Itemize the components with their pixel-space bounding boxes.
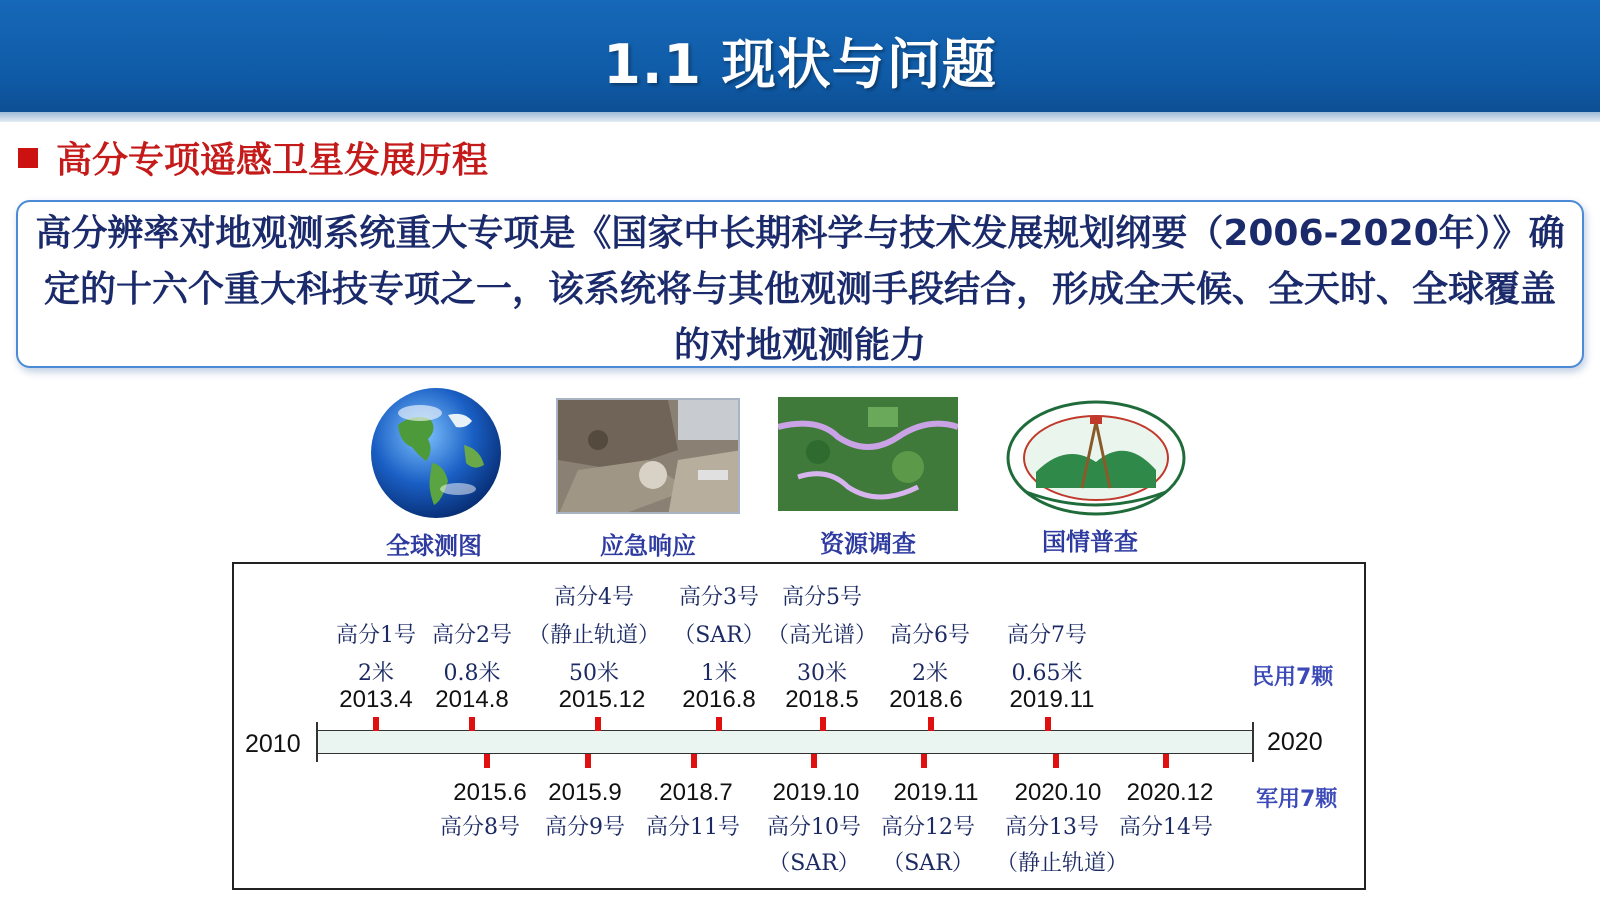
military-sat-name: 高分14号: [1119, 815, 1213, 840]
timeline-bar: [316, 730, 1254, 754]
section-heading-text: 高分专项遥感卫星发展历程: [56, 140, 489, 181]
civil-sat-date: 2019.11: [1009, 686, 1095, 713]
military-sat-date: 2020.12: [1126, 779, 1214, 806]
civil-sat-res: 0.65米: [1011, 661, 1083, 686]
civil-tick: [373, 717, 379, 731]
civil-sat-res: 2米: [912, 661, 948, 686]
civil-tick: [469, 717, 475, 731]
civil-sat-name: 高分2号: [432, 623, 512, 648]
military-tick: [921, 754, 927, 768]
military-sat-name: 高分11号: [646, 815, 740, 840]
satellite-image: [778, 397, 958, 511]
military-tick: [1053, 754, 1059, 768]
civil-sat-res: 0.8米: [443, 661, 501, 686]
civil-sat-date: 2015.12: [558, 686, 646, 713]
military-sat-name: 高分12号: [881, 815, 975, 840]
section-heading: [18, 132, 488, 183]
military-tick: [484, 754, 490, 768]
military-tick: [1163, 754, 1169, 768]
intro-text: 高分辨率对地观测系统重大专项是《国家中长期科学与技术发展规划纲要（2006-2020年）》确定的十六个重大科技专项之一，该系统将与其他观测手段结合，形成全天候、全天时、全球覆盖的对地观测能力: [35, 213, 1565, 366]
civil-sat-date: 2018.6: [889, 686, 963, 713]
civil-sat-res: 2米: [358, 661, 394, 686]
military-tick: [811, 754, 817, 768]
globe-icon: [368, 385, 504, 521]
civil-sat-type: （静止轨道）: [527, 623, 661, 648]
civil-sat-name: 高分3号: [679, 585, 759, 610]
military-sat-name: 高分9号: [545, 815, 625, 840]
military-sat-name: 高分10号: [767, 815, 861, 840]
military-sat-date: 2015.6: [453, 779, 527, 806]
civil-sat-type: （高光谱）: [766, 623, 878, 648]
civil-sat-name: 高分7号: [1007, 623, 1087, 648]
civil-tick: [716, 717, 722, 731]
civil-sat-date: 2018.5: [785, 686, 859, 713]
app-label-global-mapping: 全球测图: [386, 532, 482, 560]
timeline-start-cap: [316, 722, 318, 762]
civil-sat-date: 2014.8: [435, 686, 509, 713]
military-sat-type: （SAR）: [882, 851, 974, 876]
military-sat-date: 2020.10: [1014, 779, 1102, 806]
military-count-label: 军用7颗: [1256, 787, 1338, 812]
civil-sat-name: 高分1号: [336, 623, 416, 648]
civil-sat-res: 30米: [797, 661, 847, 686]
civil-tick: [820, 717, 826, 731]
civil-sat-date: 2013.4: [339, 686, 413, 713]
military-sat-type: （SAR）: [768, 851, 860, 876]
civil-sat-name: 高分4号: [554, 585, 634, 610]
title-banner-underline: [0, 112, 1600, 122]
civil-sat-res: 1米: [701, 661, 737, 686]
military-tick: [585, 754, 591, 768]
military-sat-date: 2019.10: [772, 779, 860, 806]
app-label-emergency-response: 应急响应: [600, 532, 696, 560]
square-bullet-icon: [18, 148, 38, 168]
civil-tick: [1045, 717, 1051, 731]
military-sat-date: 2015.9: [548, 779, 622, 806]
timeline-end-year: 2020: [1267, 728, 1323, 756]
app-label-resource-survey: 资源调查: [820, 530, 916, 558]
civil-sat-name: 高分6号: [890, 623, 970, 648]
census-logo: [986, 392, 1206, 518]
intro-box: [16, 200, 1584, 368]
civil-tick: [928, 717, 934, 731]
military-sat-date: 2018.7: [659, 779, 733, 806]
military-sat-type: （静止轨道）: [995, 851, 1129, 876]
civil-sat-type: （SAR）: [673, 623, 765, 648]
military-sat-name: 高分8号: [440, 815, 520, 840]
military-sat-name: 高分13号: [1005, 815, 1099, 840]
timeline-start-year: 2010: [245, 730, 301, 758]
civil-sat-res: 50米: [569, 661, 619, 686]
page-title: 1.1 现状与问题: [603, 33, 997, 96]
civil-sat-date: 2016.8: [682, 686, 756, 713]
military-tick: [691, 754, 697, 768]
civil-tick: [595, 717, 601, 731]
civil-count-label: 民用7颗: [1252, 665, 1334, 690]
app-label-national-census: 国情普查: [1042, 528, 1138, 556]
timeline-end-cap: [1252, 722, 1254, 762]
civil-sat-name: 高分5号: [782, 585, 862, 610]
military-sat-date: 2019.11: [893, 779, 979, 806]
landslide-photo: [556, 398, 740, 514]
